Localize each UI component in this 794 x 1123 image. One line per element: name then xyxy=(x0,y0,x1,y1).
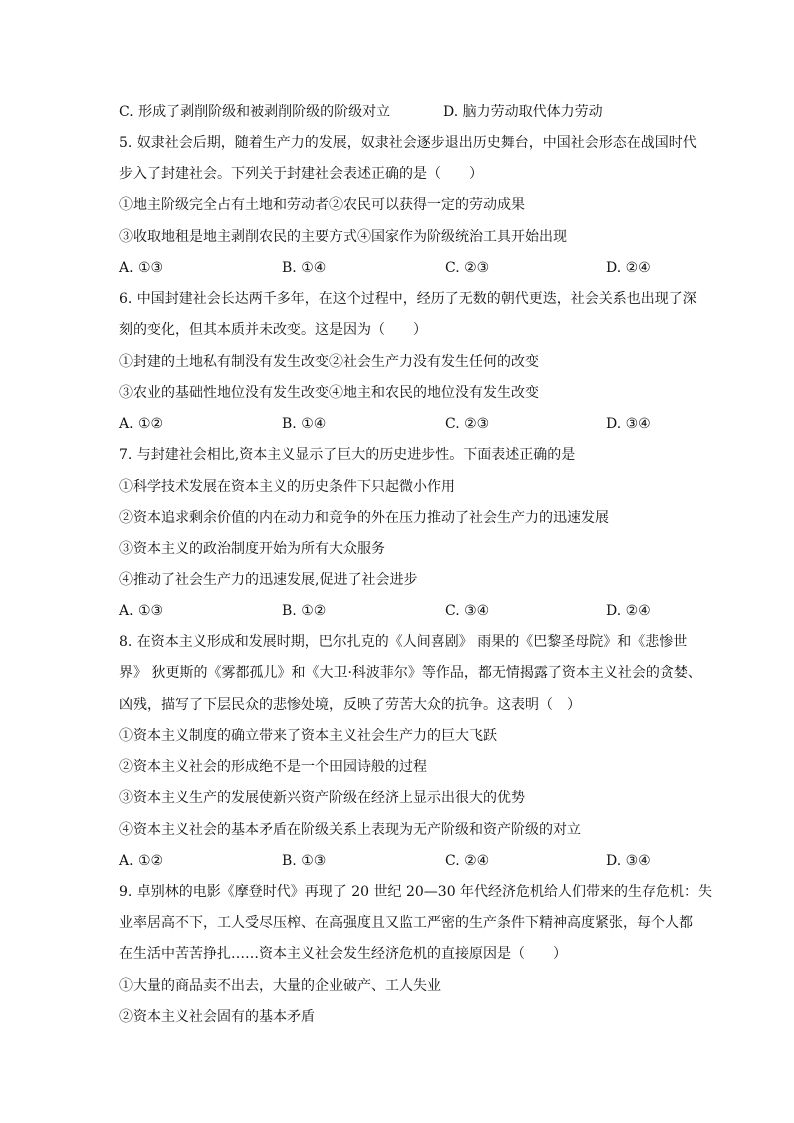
q8-item-line-1: ①资本主义制度的确立带来了资本主义社会生产力的巨大飞跃 xyxy=(119,728,497,744)
q9-stem-line-1: 9. 卓别林的电影《摩登时代》再现了 20 世纪 20—30 年代经济危机给人们带来的生存危机：失 xyxy=(119,884,713,900)
q6-option-d: D. ③④ xyxy=(606,416,651,432)
q5-item-line-2: ③收取地租是地主剥削农民的主要方式④国家作为阶级统治工具开始出现 xyxy=(119,229,567,245)
q6-stem-line-2: 刻的变化，但其本质并未改变。这是因为（ ） xyxy=(119,322,427,338)
q7-option-c: C. ③④ xyxy=(445,603,490,619)
q5-option-b: B. ①④ xyxy=(282,260,327,276)
q5-item-line-1: ①地主阶级完全占有土地和劳动者②农民可以获得一定的劳动成果 xyxy=(119,197,525,213)
q5-option-d: D. ②④ xyxy=(606,260,651,276)
q7-stem-line-1: 7. 与封建社会相比,资本主义显示了巨大的历史进步性。下面表述正确的是 xyxy=(119,447,576,463)
q8-stem-line-2: 界》 狄更斯的《雾都孤儿》和《大卫·科波菲尔》等作品，都无情揭露了资本主义社会的贪婪、 xyxy=(119,665,702,681)
q6-stem-line-1: 6. 中国封建社会长达两千多年，在这个过程中，经历了无数的朝代更迭，社会关系也出现了深 xyxy=(119,291,697,307)
q8-option-a: A. ①② xyxy=(119,853,164,869)
q8-option-b: B. ①③ xyxy=(282,853,327,869)
q7-item-line-3: ③资本主义的政治制度开始为所有大众服务 xyxy=(119,541,385,557)
q7-item-line-2: ②资本追求剩余价值的内在动力和竞争的外在压力推动了社会生产力的迅速发展 xyxy=(119,510,609,526)
q6-option-a: A. ①② xyxy=(119,416,164,432)
q6-option-c: C. ②③ xyxy=(445,416,490,432)
q8-item-line-3: ③资本主义生产的发展使新兴资产阶级在经济上显示出很大的优势 xyxy=(119,790,525,806)
q9-stem-line-2: 业率居高不下，工人受尽压榨、在高强度且又监工严密的生产条件下精神高度紧张，每个人都 xyxy=(119,915,693,931)
q7-option-a: A. ①③ xyxy=(119,603,164,619)
q9-item-line-1: ①大量的商品卖不出去，大量的企业破产、工人失业 xyxy=(119,978,441,994)
q9-stem-line-3: 在生活中苦苦挣扎……资本主义社会发生经济危机的直接原因是（ ） xyxy=(119,946,567,962)
q4-option-d: D. 脑力劳动取代体力劳动 xyxy=(443,104,603,120)
q6-option-b: B. ①④ xyxy=(282,416,327,432)
q4-option-c: C. 形成了剥削阶级和被剥削阶级的阶级对立 xyxy=(119,104,391,120)
q8-stem-line-1: 8. 在资本主义形成和发展时期，巴尔扎克的《人间喜剧》 雨果的《巴黎圣母院》和《悲惨世 xyxy=(119,634,688,650)
q5-stem-line-1: 5. 奴隶社会后期，随着生产力的发展，奴隶社会逐步退出历史舞台，中国社会形态在战国时代 xyxy=(119,135,697,151)
q8-stem-line-3: 凶残，描写了下层民众的悲惨处境，反映了劳苦大众的抗争。这表明（ ） xyxy=(119,697,581,713)
q7-item-line-4: ④推动了社会生产力的迅速发展,促进了社会进步 xyxy=(119,572,418,588)
q8-item-line-2: ②资本主义社会的形成绝不是一个田园诗般的过程 xyxy=(119,759,427,775)
q8-item-line-4: ④资本主义社会的基本矛盾在阶级关系上表现为无产阶级和资产阶级的对立 xyxy=(119,822,581,838)
q8-option-c: C. ②④ xyxy=(445,853,490,869)
q6-item-line-1: ①封建的土地私有制没有发生改变②社会生产力没有发生任何的改变 xyxy=(119,354,539,370)
q7-option-b: B. ①② xyxy=(282,603,327,619)
q5-stem-line-2: 步入了封建社会。下列关于封建社会表述正确的是（ ） xyxy=(119,166,483,182)
q5-option-a: A. ①③ xyxy=(119,260,164,276)
q9-item-line-2: ②资本主义社会固有的基本矛盾 xyxy=(119,1009,315,1025)
q7-option-d: D. ②④ xyxy=(606,603,651,619)
q6-item-line-2: ③农业的基础性地位没有发生改变④地主和农民的地位没有发生改变 xyxy=(119,385,539,401)
q5-option-c: C. ②③ xyxy=(445,260,490,276)
q8-option-d: D. ③④ xyxy=(606,853,651,869)
q7-item-line-1: ①科学技术发展在资本主义的历史条件下只起微小作用 xyxy=(119,479,455,495)
